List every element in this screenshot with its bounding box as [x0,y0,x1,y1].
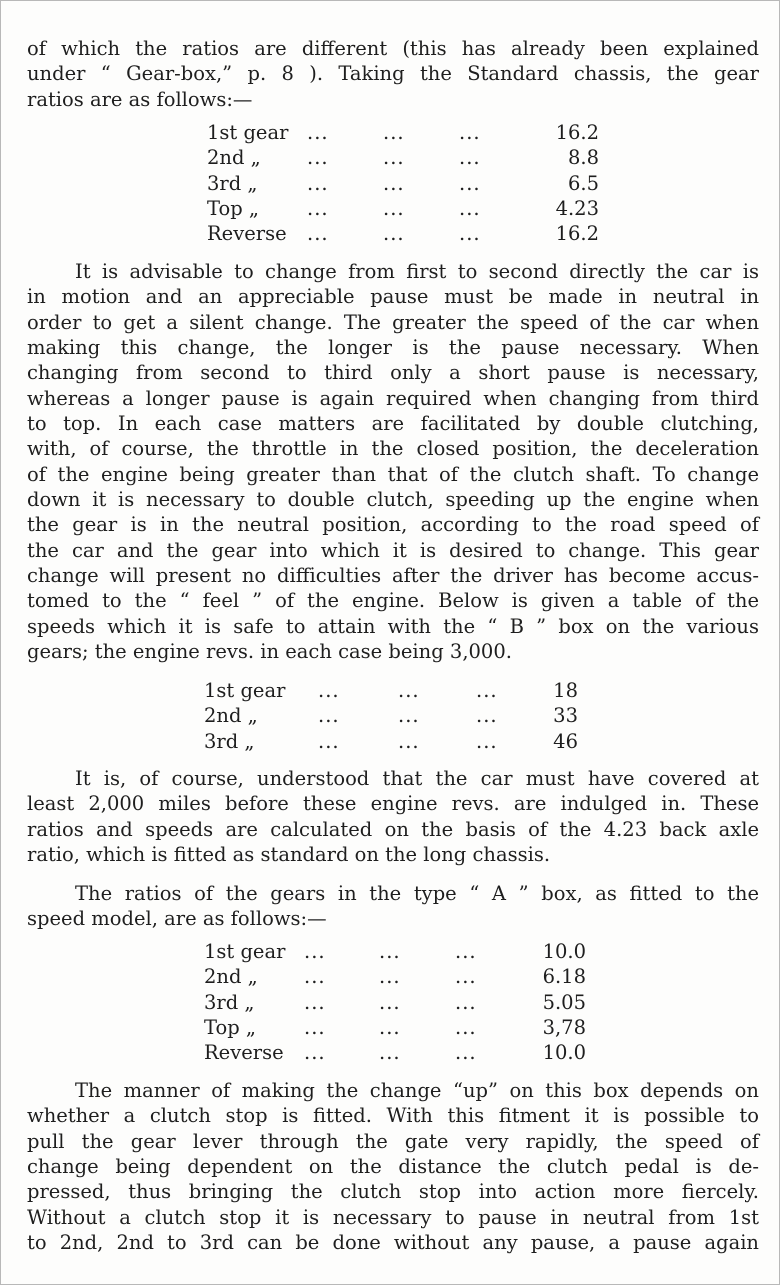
paragraph-gear-intro [27,36,759,112]
gear-label: Top „ [207,196,260,220]
text-line: It is, of course, understood that the car must have covered at [75,767,759,790]
table-row [207,221,607,246]
text-line: change being dependent on the distance the clutch pedal is de- [27,1155,759,1179]
text-line: It is advisable to change from first to second directly the car is [75,260,759,283]
gear-label: Reverse [207,222,287,246]
leader-dots: ... [379,965,401,989]
gear-label: 1st gear [207,121,289,144]
ratio-value: 4.23 [555,196,599,220]
table-row [204,678,604,703]
leader-dots: ... [379,1015,401,1039]
text-line: changing from second to third only a short pause is necessary, [27,361,759,385]
leader-dots: ... [307,196,329,220]
leader-dots: ... [398,729,420,753]
ratio-value: 16.2 [555,222,599,246]
text-line: to 2nd, 2nd to 3rd can be done without any pause, a pause again [27,1231,759,1255]
text-line: of the engine being greater than that of the clutch shaft. To change [27,462,759,486]
leader-dots: ... [476,704,498,728]
text-line: whereas a longer pause is again required when changing from third [27,386,759,410]
text-line: The manner of making the change “up” on this box depends on [75,1079,759,1102]
text-line: whether a clutch stop is fitted. With this fitment it is possible to [27,1104,759,1128]
gear-ratio-table-a-box [204,939,604,1065]
paragraph-changing-gears [27,259,759,665]
ratio-value: 3,78 [542,1015,586,1039]
text-line: under “ Gear-box,” p. 8 ). Taking the Standard chassis, the gear [27,62,759,86]
speed-value: 18 [553,679,578,702]
leader-dots: ... [307,171,329,195]
leader-dots: ... [459,196,481,220]
leader-dots: ... [459,171,481,195]
paragraph-engine-revs [27,766,759,867]
gear-label: 3rd „ [207,171,258,195]
gear-label: 3rd „ [204,990,255,1014]
gear-label: 2nd „ [204,704,258,728]
text-line: pull the gear lever through the gate very rapidly, the speed of [27,1129,759,1153]
leader-dots: ... [307,222,329,246]
leader-dots: ... [318,704,340,728]
leader-dots: ... [383,146,405,170]
leader-dots: ... [318,729,340,753]
text-line: tomed to the “ feel ” of the engine. Below is given a table of the [27,589,759,613]
leader-dots: ... [383,222,405,246]
leader-dots: ... [398,704,420,728]
text-line: The ratios of the gears in the type “ A ” box, as fitted to the [75,882,759,905]
text-line: ratio, which is fitted as standard on the long chassis. [27,843,551,867]
gear-label: 1st gear [204,679,286,702]
leader-dots: ... [383,121,405,144]
leader-dots: ... [459,222,481,246]
table-row [204,1015,604,1040]
text-line: in motion and an appreciable pause must be made in neutral in [27,285,759,309]
leader-dots: ... [304,940,326,963]
ratio-value: 10.0 [542,1041,586,1065]
text-line: gears; the engine revs. in each case being 3,000. [27,640,512,664]
text-line: of which the ratios are different (this has already been explained [27,37,759,60]
leader-dots: ... [379,1041,401,1065]
leader-dots: ... [304,1015,326,1039]
paragraph-a-box-intro [27,881,759,932]
table-row [207,196,607,221]
leader-dots: ... [455,990,477,1014]
leader-dots: ... [455,940,477,963]
table-row [204,703,604,728]
table-row [204,729,604,754]
leader-dots: ... [307,146,329,170]
text-line: making this change, the longer is the pause necessary. When [27,336,759,360]
leader-dots: ... [379,990,401,1014]
text-line: with, of course, the throttle in the closed position, the deceleration [27,437,759,461]
leader-dots: ... [304,990,326,1014]
text-line: least 2,000 miles before these engine revs. are indulged in. These [27,792,759,816]
speed-table-b-box [204,678,604,754]
leader-dots: ... [455,1041,477,1065]
leader-dots: ... [304,965,326,989]
leader-dots: ... [318,679,340,702]
table-row [204,990,604,1015]
table-row [207,145,607,170]
table-row [207,171,607,196]
leader-dots: ... [459,121,481,144]
gear-label: 2nd „ [204,965,258,989]
table-row [207,120,607,145]
leader-dots: ... [304,1041,326,1065]
text-line: the car and the gear into which it is desired to change. This gear [27,538,759,562]
leader-dots: ... [455,1015,477,1039]
gear-ratio-table-standard [207,120,607,246]
leader-dots: ... [398,679,420,702]
text-line: order to get a silent change. The greater the speed of the car when [27,310,759,334]
leader-dots: ... [379,940,401,963]
gear-label: 1st gear [204,940,286,963]
ratio-value: 5.05 [542,990,586,1014]
gear-label: Top „ [204,1015,257,1039]
text-line: speeds which it is safe to attain with the “ B ” box on the various [27,614,759,638]
table-row [204,939,604,964]
leader-dots: ... [383,171,405,195]
table-row [204,964,604,989]
leader-dots: ... [459,146,481,170]
speed-value: 33 [553,704,578,728]
text-line: speed model, are as follows:— [27,907,327,931]
text-line: to top. In each case matters are facilitated by double clutching, [27,412,759,436]
ratio-value: 8.8 [567,146,599,170]
gear-label: 3rd „ [204,729,255,753]
text-line: change will present no difficulties after the driver has become accus- [27,564,759,588]
ratio-value: 6.5 [567,171,599,195]
ratio-value: 16.2 [555,121,599,144]
leader-dots: ... [307,121,329,144]
paragraph-changing-up [27,1078,759,1255]
ratio-value: 6.18 [542,965,586,989]
leader-dots: ... [476,679,498,702]
text-line: ratios are as follows:— [27,87,253,111]
table-row [204,1040,604,1065]
leader-dots: ... [476,729,498,753]
text-line: ratios and speeds are calculated on the basis of the 4.23 back axle [27,817,759,841]
ratio-value: 10.0 [542,940,586,963]
text-line: Without a clutch stop it is necessary to pause in neutral from 1st [27,1205,759,1229]
text-line: pressed, thus bringing the clutch stop into action more fiercely. [27,1180,759,1204]
speed-value: 46 [553,729,578,753]
text-line: down it is necessary to double clutch, speeding up the engine when [27,488,759,512]
gear-label: Reverse [204,1041,284,1065]
text-line: the gear is in the neutral position, according to the road speed of [27,513,759,537]
gear-label: 2nd „ [207,146,261,170]
leader-dots: ... [383,196,405,220]
leader-dots: ... [455,965,477,989]
